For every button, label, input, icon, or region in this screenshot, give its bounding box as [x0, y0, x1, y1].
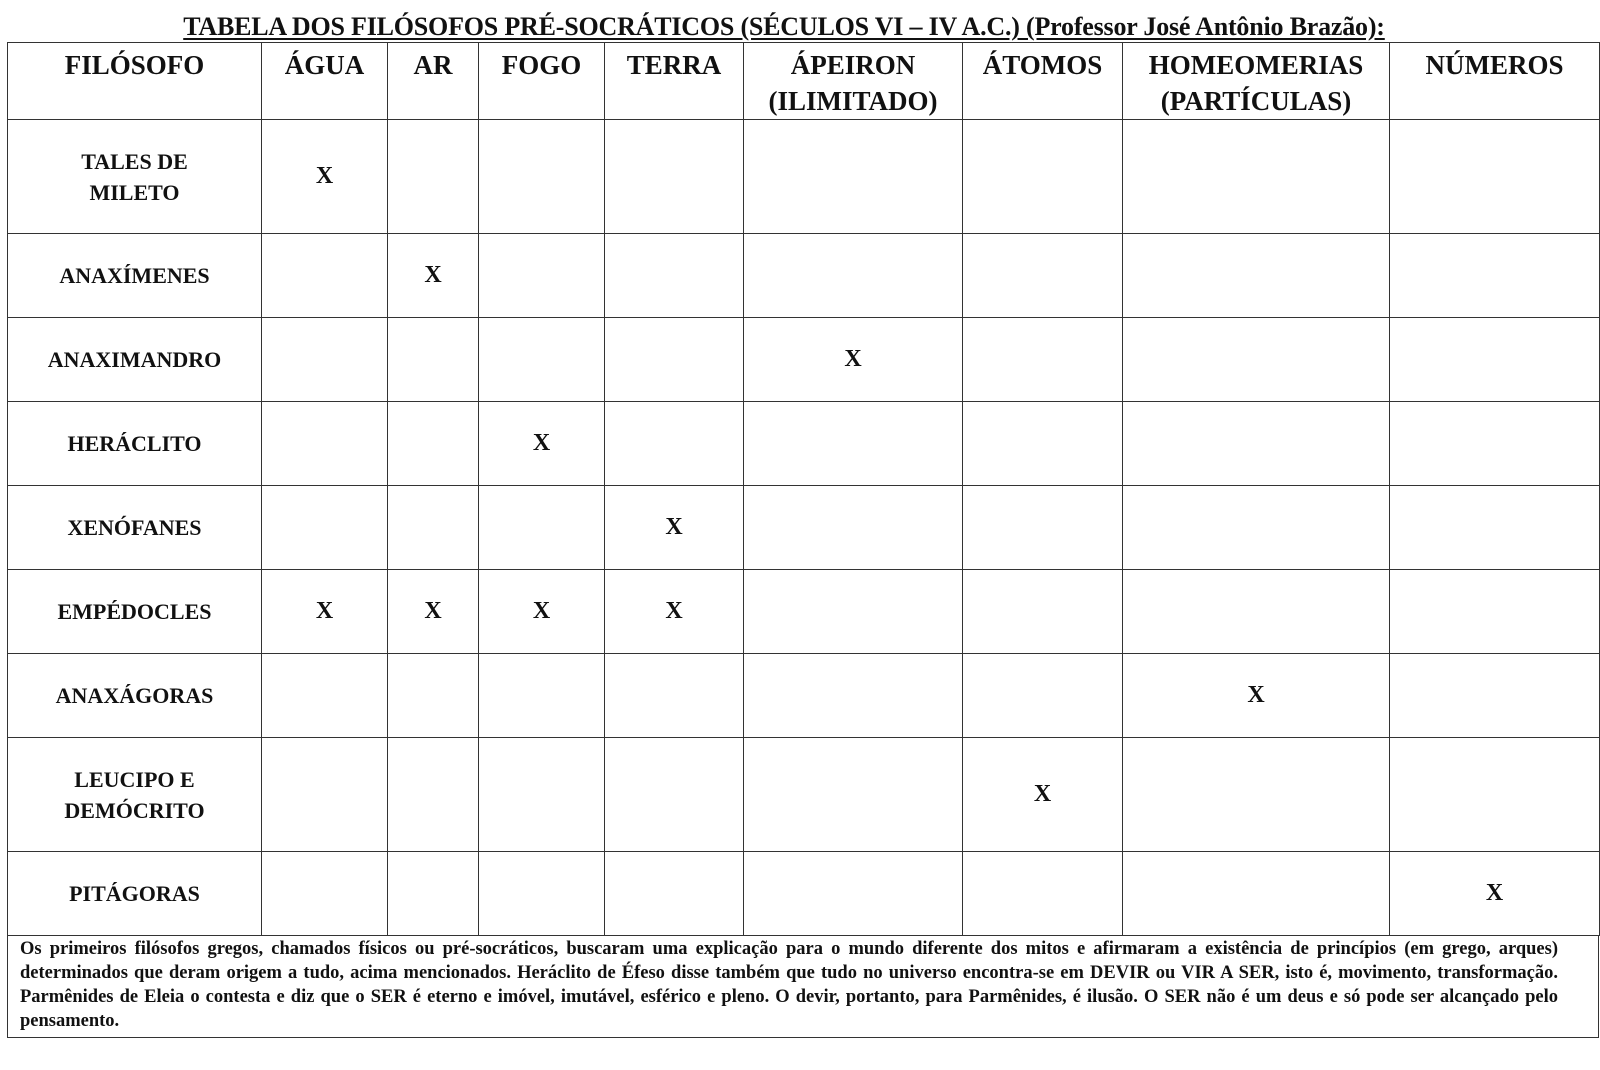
philosopher-name-cell	[8, 738, 262, 852]
mark-cell	[605, 120, 744, 234]
philosopher-name-cell	[8, 654, 262, 738]
mark-cell	[388, 654, 479, 738]
mark-cell	[262, 738, 388, 852]
mark-cell	[388, 852, 479, 936]
mark-cell	[605, 654, 744, 738]
table-row	[8, 852, 1600, 936]
header-sublabel: (ILIMITADO)	[768, 86, 938, 116]
mark-cell	[963, 402, 1123, 486]
mark-cell	[744, 852, 963, 936]
mark-cell	[605, 234, 744, 318]
philosopher-name: ANAXIMANDRO	[47, 347, 222, 372]
mark-cell: X	[1123, 654, 1390, 738]
mark-cell	[1123, 738, 1390, 852]
mark-cell: X	[1390, 852, 1600, 936]
mark-cell	[1390, 234, 1600, 318]
header-cell	[605, 43, 744, 120]
mark-cell: X	[605, 570, 744, 654]
mark-cell	[963, 318, 1123, 402]
mark-cell	[262, 486, 388, 570]
philosopher-name: PITÁGORAS	[69, 881, 200, 906]
page-title: TABELA DOS FILÓSOFOS PRÉ-SOCRÁTICOS (SÉCULOS VI – IV A.C.) (Professor José Antônio Brazão):	[183, 12, 1385, 41]
mark-cell	[388, 738, 479, 852]
philosopher-name-cell	[8, 120, 262, 234]
header-label: FOGO	[501, 50, 582, 80]
mark-cell	[963, 852, 1123, 936]
mark-cell	[1390, 486, 1600, 570]
mark-cell: X	[479, 402, 605, 486]
footnote-text: Os primeiros filósofos gregos, chamados físicos ou pré-socráticos, buscaram uma explicação para o mundo diferente dos mitos e afirmaram a existência de princípios (em grego, arques) determinados que deram origem a tudo, acima mencionados. Heráclito de Éfeso disse também que tudo no universo encontra-se em DEVIR ou VIR A SER, isto é, movimento, transformação. Parmênides de Eleia o contesta e diz que o SER é eterno e imóvel, imutável, esférico e pleno. O devir, portanto, para Parmênides, é ilusão. O SER não é um deus e só pode ser alcançado pelo pensamento.	[7, 935, 1599, 1038]
header-cell	[744, 43, 963, 120]
mark-cell	[479, 318, 605, 402]
table-row	[8, 402, 1600, 486]
mark-cell	[744, 570, 963, 654]
mark-cell	[605, 738, 744, 852]
mark-cell	[744, 654, 963, 738]
header-cell	[479, 43, 605, 120]
mark-cell	[262, 318, 388, 402]
philosopher-name: HERÁCLITO	[67, 431, 202, 456]
header-label: ÁGUA	[284, 50, 365, 80]
mark-cell	[479, 234, 605, 318]
mark-cell	[479, 486, 605, 570]
mark-cell	[1390, 402, 1600, 486]
header-label: ÁPEIRON	[790, 50, 916, 80]
mark-cell	[963, 570, 1123, 654]
mark-cell	[1123, 486, 1390, 570]
mark-cell	[479, 852, 605, 936]
table-row	[8, 318, 1600, 402]
philosopher-name: EMPÉDOCLES	[57, 599, 212, 624]
philosopher-name: TALES DE	[81, 148, 188, 174]
table-row	[8, 120, 1600, 234]
philosopher-name-cell	[8, 486, 262, 570]
header-label: FILÓSOFO	[64, 50, 205, 80]
mark-cell	[1390, 120, 1600, 234]
mark-cell	[744, 120, 963, 234]
philosopher-name-line2: MILETO	[89, 179, 180, 205]
mark-cell: X	[744, 318, 963, 402]
table-row	[8, 738, 1600, 852]
table-row	[8, 486, 1600, 570]
table-row	[8, 654, 1600, 738]
philosopher-name: XENÓFANES	[67, 515, 202, 540]
philosophers-table	[7, 42, 1600, 936]
mark-cell	[262, 234, 388, 318]
philosopher-name-cell	[8, 318, 262, 402]
mark-cell	[262, 402, 388, 486]
mark-cell	[1123, 852, 1390, 936]
header-label: NÚMEROS	[1425, 50, 1564, 80]
mark-cell	[1123, 120, 1390, 234]
mark-cell	[1123, 234, 1390, 318]
philosopher-name-line2: DEMÓCRITO	[64, 797, 205, 823]
header-cell	[262, 43, 388, 120]
mark-cell	[1390, 738, 1600, 852]
header-cell	[963, 43, 1123, 120]
mark-cell	[479, 654, 605, 738]
mark-cell	[744, 234, 963, 318]
mark-cell	[963, 654, 1123, 738]
philosopher-name: ANAXÍMENES	[59, 263, 210, 288]
header-sublabel: (PARTÍCULAS)	[1160, 86, 1352, 116]
mark-cell	[479, 120, 605, 234]
table-row	[8, 570, 1600, 654]
header-label: AR	[413, 50, 453, 80]
mark-cell: X	[605, 486, 744, 570]
mark-cell: X	[388, 234, 479, 318]
header-row	[8, 43, 1600, 120]
mark-cell	[388, 486, 479, 570]
table-row	[8, 234, 1600, 318]
header-label: ÁTOMOS	[982, 50, 1103, 80]
mark-cell	[262, 852, 388, 936]
mark-cell	[605, 318, 744, 402]
header-cell	[8, 43, 262, 120]
mark-cell	[262, 654, 388, 738]
mark-cell	[605, 402, 744, 486]
mark-cell	[479, 738, 605, 852]
philosopher-name: LEUCIPO E	[74, 766, 195, 792]
mark-cell	[388, 318, 479, 402]
mark-cell	[1390, 654, 1600, 738]
mark-cell	[605, 852, 744, 936]
mark-cell: X	[479, 570, 605, 654]
header-cell	[1123, 43, 1390, 120]
mark-cell	[1123, 570, 1390, 654]
mark-cell: X	[262, 120, 388, 234]
header-cell	[388, 43, 479, 120]
mark-cell	[1123, 402, 1390, 486]
mark-cell	[744, 402, 963, 486]
mark-cell	[1390, 570, 1600, 654]
philosopher-name-cell	[8, 402, 262, 486]
mark-cell	[963, 120, 1123, 234]
philosopher-name-cell	[8, 570, 262, 654]
mark-cell: X	[963, 738, 1123, 852]
mark-cell: X	[262, 570, 388, 654]
mark-cell	[388, 120, 479, 234]
header-label: HOMEOMERIAS	[1148, 50, 1364, 80]
philosopher-name: ANAXÁGORAS	[55, 683, 214, 708]
mark-cell	[1123, 318, 1390, 402]
mark-cell	[1390, 318, 1600, 402]
philosopher-name-cell	[8, 234, 262, 318]
header-cell	[1390, 43, 1600, 120]
table-body	[8, 120, 1600, 936]
mark-cell	[744, 486, 963, 570]
mark-cell	[963, 486, 1123, 570]
mark-cell	[744, 738, 963, 852]
philosopher-name-cell	[8, 852, 262, 936]
mark-cell	[388, 402, 479, 486]
mark-cell: X	[388, 570, 479, 654]
header-label: TERRA	[626, 50, 722, 80]
mark-cell	[963, 234, 1123, 318]
